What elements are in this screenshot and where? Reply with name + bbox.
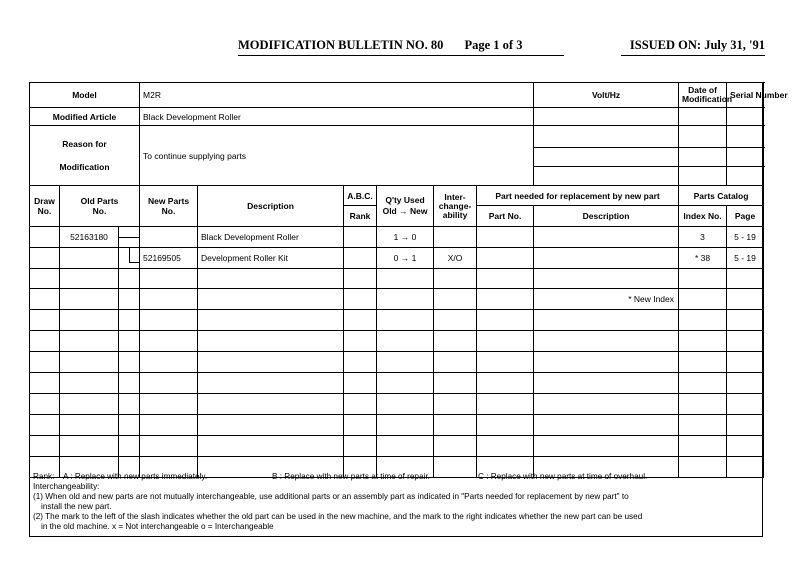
rank-header: Rank — [344, 206, 377, 227]
catalog-page: 5 - 19 — [727, 248, 764, 269]
interchangeability-label: Interchangeability: — [33, 482, 100, 491]
parts-catalog-header: Parts Catalog — [679, 186, 764, 206]
part-no-header: Part No. — [477, 206, 534, 227]
page-header: Page — [727, 206, 764, 227]
qty-used: 0 → 1 — [377, 248, 434, 269]
note-1-cont: install the new part. — [41, 502, 112, 511]
index-no-header: Index No. — [679, 206, 727, 227]
catalog-page: 5 - 19 — [727, 227, 764, 248]
new-index-note: * New Index — [534, 289, 679, 310]
old-part-no: 52163180 — [60, 227, 119, 248]
note-2-cont: in the old machine. x = Not interchangeable o = Interchangeable — [41, 522, 274, 531]
rank-legend: Rank: A : Replace with new parts immediately. B : Replace with new parts at time of repair. C : Replace with new parts at time of overhaul. — [33, 472, 648, 481]
rank-a: A : Replace with new parts immediately. — [63, 472, 208, 481]
index-no: * 38 — [679, 248, 727, 269]
footnotes — [33, 472, 759, 532]
interchangeability-header: Inter- change- ability — [434, 186, 477, 227]
part-needed-header: Part needed for replacement by new part — [477, 186, 679, 206]
model-value: M2R — [140, 83, 534, 108]
page-indicator: Page 1 of 3 — [464, 38, 523, 52]
new-parts-header: New Parts No. — [140, 186, 198, 227]
new-part-no: 52169505 — [140, 248, 198, 269]
volt-hz-label: Volt/Hz — [534, 83, 679, 108]
part-description: Development Roller Kit — [198, 248, 344, 269]
model-label: Model — [30, 83, 140, 108]
qty-used: 1 → 0 — [377, 227, 434, 248]
abc-header: A.B.C. — [344, 186, 377, 206]
interchangeability: X/O — [434, 248, 477, 269]
note-2: (2) The mark to the left of the slash indicates whether the old part can be used in the new machine, and the mark to the right indicates whether the new part can be used — [33, 512, 643, 521]
needed-description-header: Description — [534, 206, 679, 227]
bulletin-frame — [29, 82, 763, 537]
qty-used-header: Q'ty Used Old → New — [377, 186, 434, 227]
draw-no-header: Draw No. — [30, 186, 60, 227]
description-header: Description — [198, 186, 344, 227]
rank-b: B : Replace with new parts at time of repair. — [272, 472, 430, 481]
note-1: (1) When old and new parts are not mutually interchangeable, use additional parts or an assembly part as indicated in "Parts needed for replacement by new part" to — [33, 492, 629, 501]
reason-label: Reason for Modification — [30, 126, 140, 186]
bulletin-title: MODIFICATION BULLETIN NO. 80 — [238, 38, 444, 52]
bulletin-header — [238, 38, 564, 56]
reason-value: To continue supplying parts — [140, 126, 534, 186]
index-no: 3 — [679, 227, 727, 248]
modified-article-label: Modified Article — [30, 108, 140, 126]
part-description: Black Development Roller — [198, 227, 344, 248]
old-parts-header: Old Parts No. — [60, 186, 140, 227]
rank-c: C : Replace with new parts at time of overhaul. — [478, 472, 648, 481]
issued-date: ISSUED ON: July 31, '91 — [621, 38, 765, 56]
modified-article-value: Black Development Roller — [140, 108, 534, 126]
date-of-modification-label: Date of Modification — [679, 83, 727, 108]
serial-number-label: Serial Number — [727, 83, 764, 108]
